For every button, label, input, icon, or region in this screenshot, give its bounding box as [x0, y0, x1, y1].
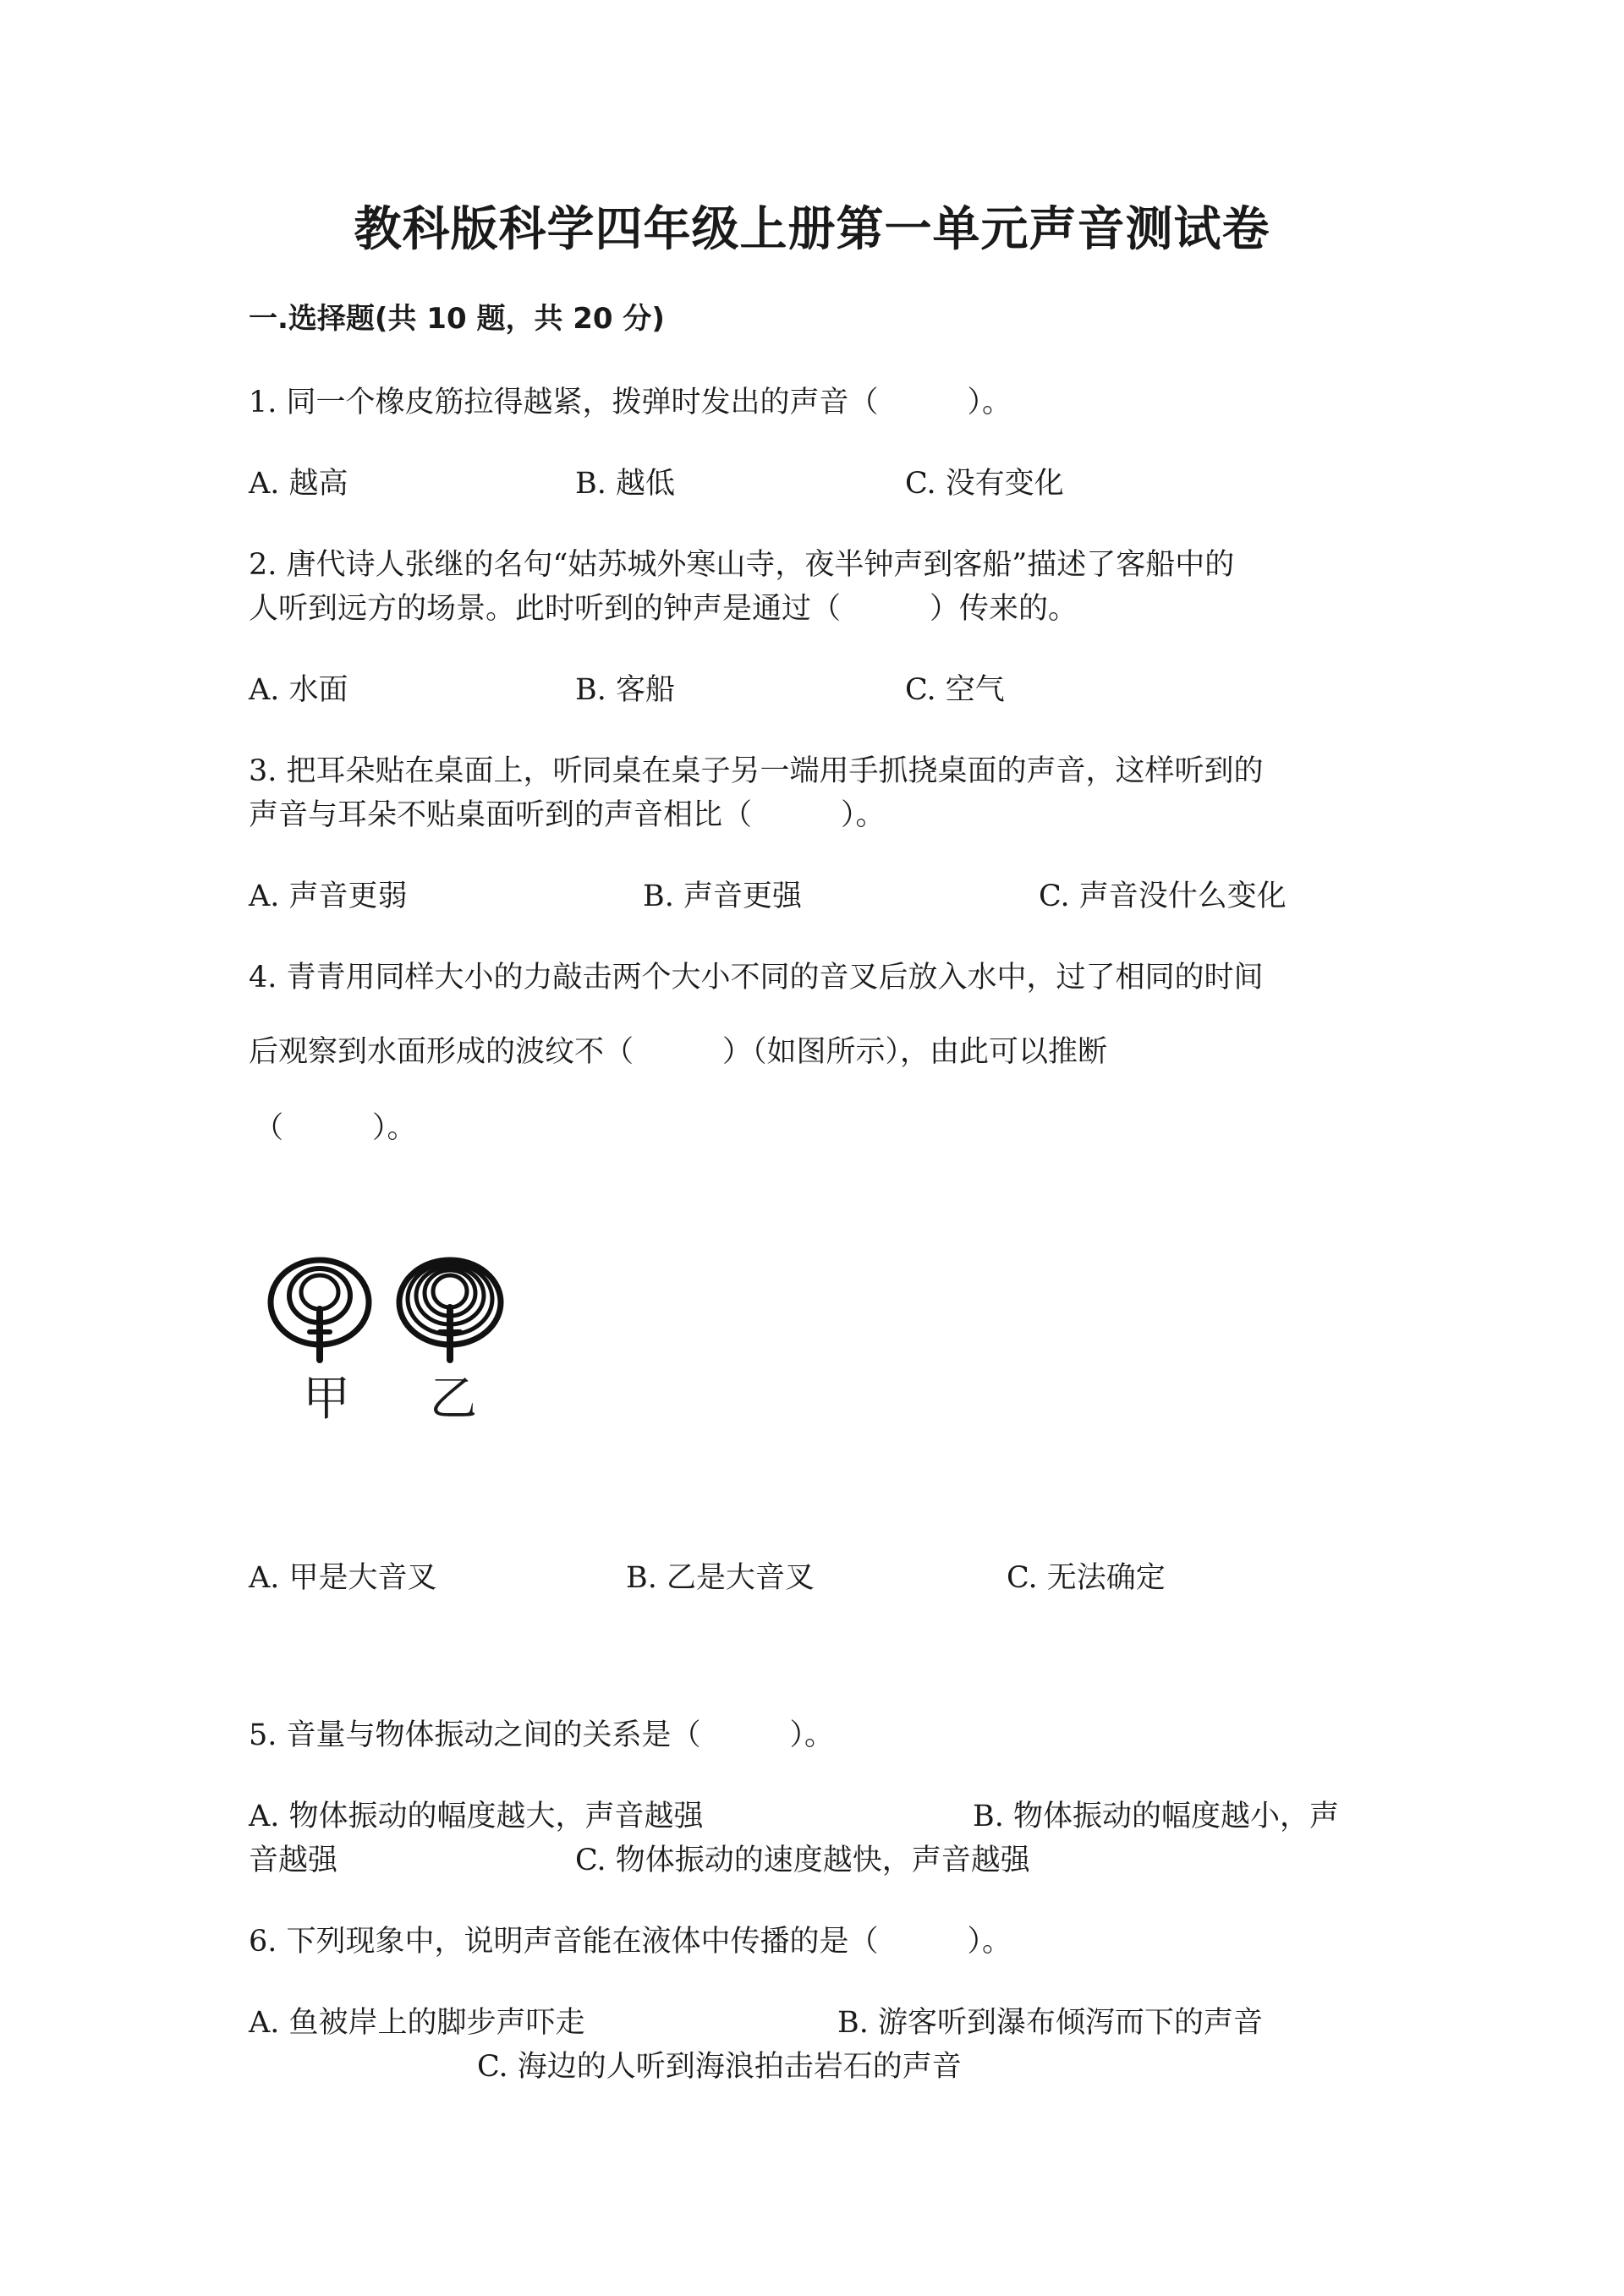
- question-4-stem-line-2: 后观察到水面形成的波纹不（ ）（如图所示），由此可以推断: [249, 1035, 1108, 1069]
- question-4-option-c: C. 无法确定: [1007, 1561, 1166, 1595]
- section-heading: 一.选择题(共 10 题，共 20 分): [249, 302, 665, 336]
- figure-label-yi: 乙: [430, 1372, 477, 1427]
- question-1-option-b: B. 越低: [575, 467, 675, 501]
- figure-label-jia: 甲: [303, 1372, 350, 1427]
- question-3-stem-line-2: 声音与耳朵不贴桌面听到的声音相比（ ）。: [249, 798, 886, 832]
- fork-yi-icon: [399, 1260, 501, 1360]
- question-3-option-c: C. 声音没什么变化: [1039, 879, 1287, 913]
- question-3-option-a: A. 声音更弱: [249, 879, 408, 913]
- question-4-option-b: B. 乙是大音叉: [626, 1561, 815, 1595]
- question-1-stem: 1. 同一个橡皮筋拉得越紧，拨弹时发出的声音（ ）。: [249, 386, 1012, 419]
- question-5-stem: 5. 音量与物体振动之间的关系是（ ）。: [249, 1718, 835, 1752]
- question-4-option-a: A. 甲是大音叉: [249, 1561, 437, 1595]
- tuning-fork-ripples-image: [262, 1252, 533, 1370]
- fork-jia-icon: [271, 1260, 369, 1360]
- question-1-option-a: A. 越高: [249, 467, 348, 501]
- question-5-option-a: A. 物体振动的幅度越大，声音越强: [249, 1800, 704, 1833]
- question-2-option-c: C. 空气: [905, 673, 1005, 707]
- question-6-option-a: A. 鱼被岸上的脚步声吓走: [249, 2006, 585, 2040]
- question-1-option-c: C. 没有变化: [905, 467, 1064, 501]
- page-title: 教科版科学四年级上册第一单元声音测试卷: [354, 202, 1270, 257]
- question-4-stem-line-3: （ ）。: [254, 1111, 417, 1145]
- question-2-option-a: A. 水面: [249, 673, 348, 707]
- question-5-option-b: B. 物体振动的幅度越小，声: [973, 1800, 1339, 1833]
- tuning-fork-figure: [262, 1252, 533, 1427]
- question-3-option-b: B. 声音更强: [643, 879, 802, 913]
- question-2-option-b: B. 客船: [575, 673, 675, 707]
- question-6-option-c: C. 海边的人听到海浪拍击岩石的声音: [477, 2050, 962, 2084]
- question-6-stem: 6. 下列现象中，说明声音能在液体中传播的是（ ）。: [249, 1925, 1012, 1959]
- question-4-stem-line-1: 4. 青青用同样大小的力敲击两个大小不同的音叉后放入水中，过了相同的时间: [249, 961, 1264, 995]
- question-5-option-b-continued: 音越强: [249, 1844, 338, 1877]
- question-5-option-c: C. 物体振动的速度越快，声音越强: [575, 1844, 1030, 1877]
- question-3-stem-line-1: 3. 把耳朵贴在桌面上，听同桌在桌子另一端用手抓挠桌面的声音，这样听到的: [249, 754, 1264, 788]
- question-2-stem-line-1: 2. 唐代诗人张继的名句“姑苏城外寒山寺，夜半钟声到客船”描述了客船中的: [249, 548, 1235, 582]
- question-2-stem-line-2: 人听到远方的场景。此时听到的钟声是通过（ ）传来的。: [249, 592, 1078, 626]
- question-6-option-b: B. 游客听到瀑布倾泻而下的声音: [837, 2006, 1263, 2040]
